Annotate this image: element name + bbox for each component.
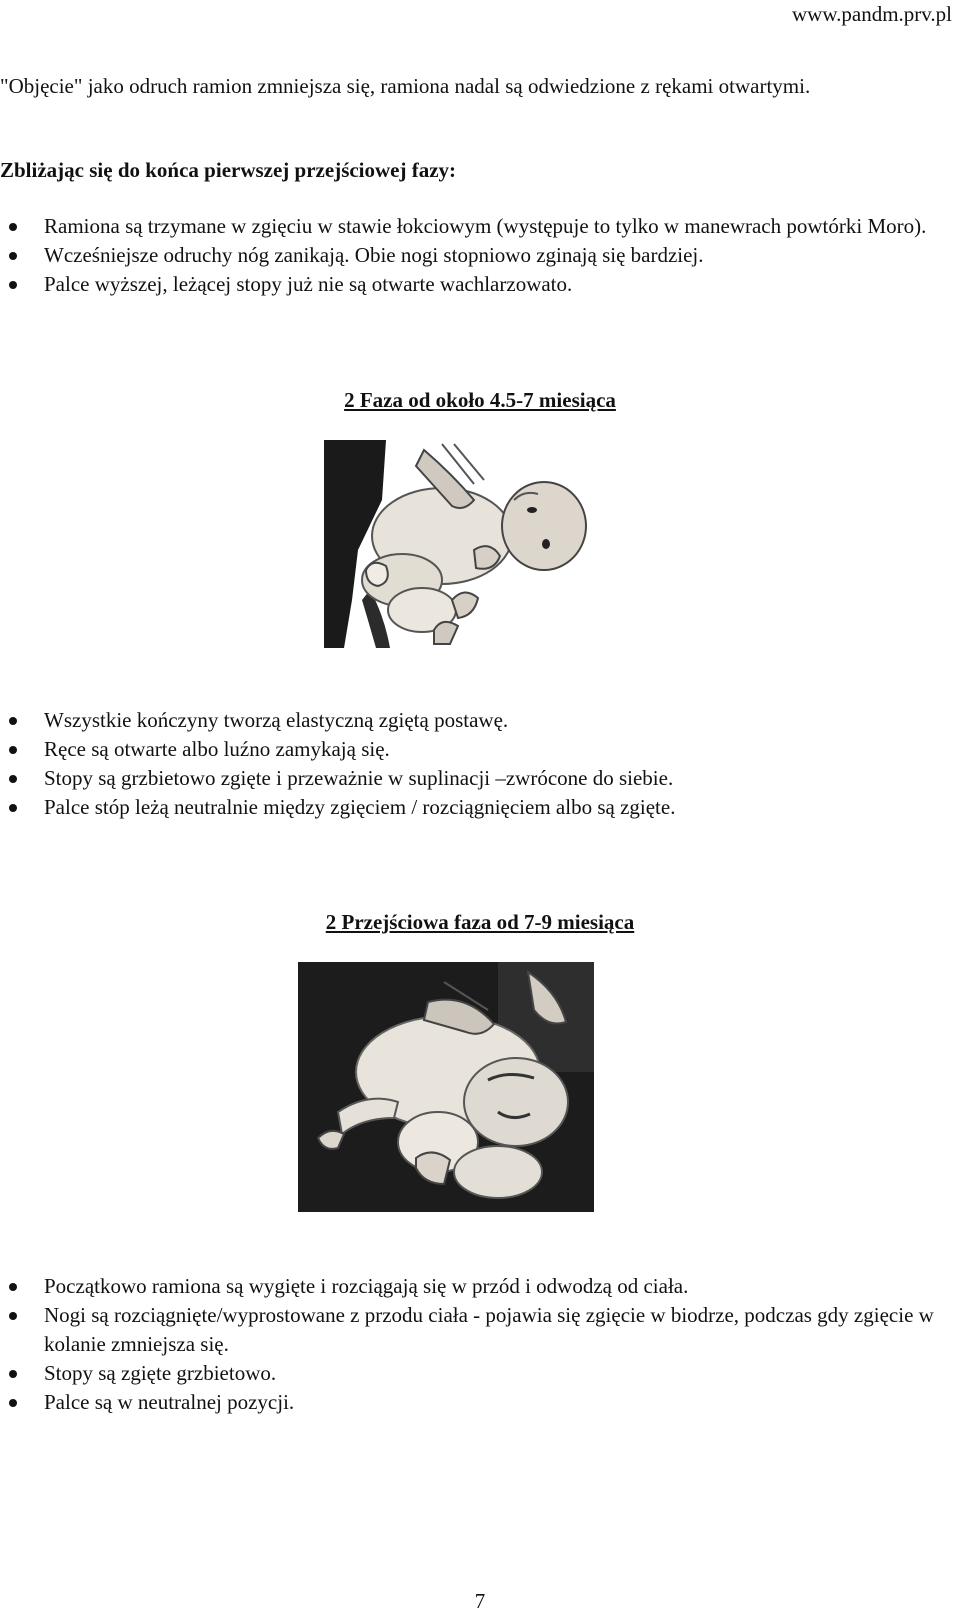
list-item: Palce stóp leżą neutralnie między zgięciem / rozciągnięciem albo są zgięte.: [0, 793, 940, 822]
phase2-transition-list: [0, 1272, 940, 1417]
list-item: Palce są w neutralnej pozycji.: [0, 1388, 940, 1417]
list-item: Stopy są grzbietowo zgięte i przeważnie w suplinacji –zwrócone do siebie.: [0, 764, 940, 793]
transition-end-list: [0, 212, 940, 299]
infant-photo-transition: [298, 962, 594, 1212]
phase2-title: 2 Faza od około 4.5-7 miesiąca: [344, 388, 616, 412]
phase2-list: [0, 706, 940, 822]
list-item: Ramiona są trzymane w zgięciu w stawie łokciowym (występuje to tylko w manewrach powtórki Moro).: [0, 212, 940, 241]
transition-end-heading: Zbliżając się do końca pierwszej przejściowej fazy:: [0, 158, 457, 182]
list-item: Nogi są rozciągnięte/wyprostowane z przodu ciała - pojawia się zgięcie w biodrze, podczas gdy zgięcie w kolanie zmniejsza się.: [0, 1301, 940, 1359]
intro-paragraph: "Objęcie" jako odruch ramion zmniejsza się, ramiona nadal są odwiedzione z rękami otwartymi.: [0, 74, 811, 98]
page-number: 7: [474, 1589, 486, 1613]
list-item: Palce wyższej, leżącej stopy już nie są otwarte wachlarzowato.: [0, 270, 940, 299]
list-item: Wszystkie kończyny tworzą elastyczną zgiętą postawę.: [0, 706, 940, 735]
list-item: Wcześniejsze odruchy nóg zanikają. Obie nogi stopniowo zginają się bardziej.: [0, 241, 940, 270]
phase2-transition-title: 2 Przejściowa faza od 7-9 miesiąca: [325, 910, 635, 934]
list-item: Początkowo ramiona są wygięte i rozciągają się w przód i odwodzą od ciała.: [0, 1272, 940, 1301]
infant-photo-phase2: [324, 440, 598, 648]
list-item: Ręce są otwarte albo luźno zamykają się.: [0, 735, 940, 764]
header-url: www.pandm.prv.pl: [791, 2, 952, 26]
list-item: Stopy są zgięte grzbietowo.: [0, 1359, 940, 1388]
